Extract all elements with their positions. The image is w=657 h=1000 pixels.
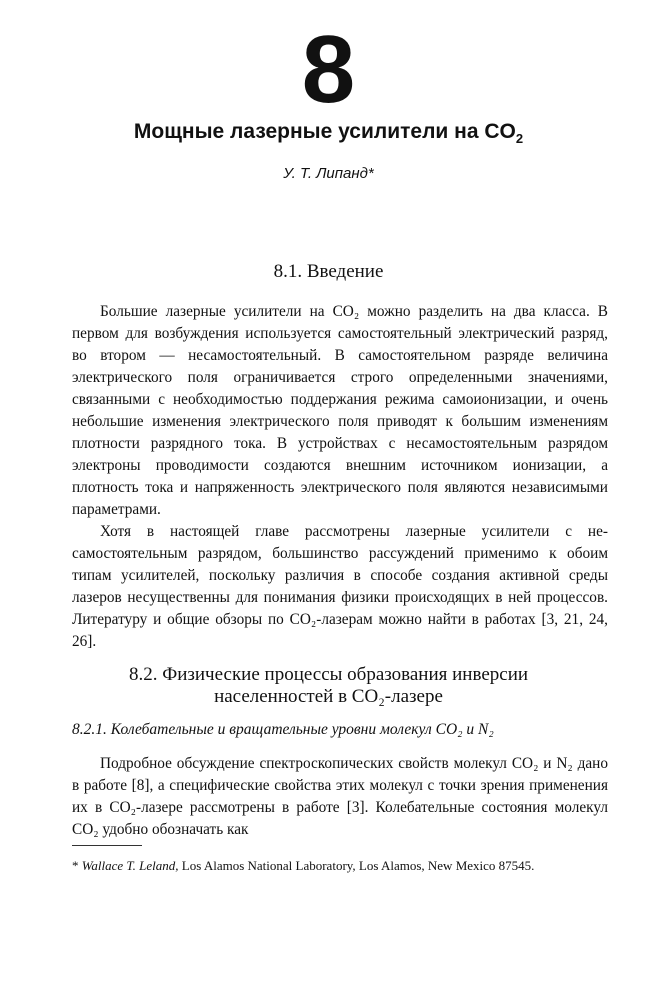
body-paragraph: Большие лазерные усилители на CO₂ можно разделить на два класса. В первом для возбуждения используется самостоятельный электрический разряд, во втором — несамостоятельный. В самостоятельном разряде величина электрического поля ограничивается строго определенными значениями, связанными с необходимостью поддержания режима самоионизации, и очень небольшие изменения электрического поля приводят к большим изменениям плотности разрядного тока. В устройствах с несамостоятельным разрядом электроны проводимости создаются внешним источником ионизации, а плотность тока и напряженность электрического поля являются независимыми параметрами. — [72, 303, 608, 518]
body-paragraph: Хотя в настоящей главе рассмотрены лазерные усилители с несамостоятельным разрядом, большинство рассуждений применимо к обоим типам усилителей, поскольку различия в способе создания активной среды лазеров несущественны для понимания физики происходящих в ней процессов. Литературу и общие обзоры по CO₂-лазерам можно найти в работах [3, 21, 24, 26]. — [72, 523, 608, 650]
chapter-title-subscript: 2 — [515, 131, 524, 147]
footnote-text: Los Alamos National Laboratory, Los Alamos, New Mexico 87545. — [178, 858, 535, 873]
chapter-title-main: Мощные лазерные усилители на CO — [133, 120, 516, 143]
section-heading-introduction: 8.1. Введение — [273, 261, 384, 282]
footnote-divider — [72, 845, 142, 846]
section-heading-physical-processes — [0, 664, 657, 708]
chapter-author: У. Т. Липанд* — [283, 165, 374, 182]
body-paragraph: Подробное обсуждение спектроскопических свойств молекул CO₂ и N₂ дано в работе [8], а специфические свойства этих молекул с точки зрения применения их в CO₂-лазере рассмотрены в работе [3]. Колебательные состояния молекул CO₂ удобно обозначать как — [72, 755, 608, 838]
chapter-title — [0, 118, 657, 153]
footnote — [72, 856, 608, 876]
section-heading-line: населенностей в CO₂-лазере — [214, 686, 443, 707]
section-heading-line: 8.2. Физические процессы образования инверсии — [128, 664, 529, 685]
chapter-number: 8 — [301, 16, 356, 123]
footnote-marker: * — [72, 858, 82, 873]
footnote-author-name: Wallace T. Leland, — [81, 858, 179, 873]
subsection-heading: 8.2.1. Колебательные и вращательные уровни молекул CO₂ и N₂ — [72, 721, 494, 738]
